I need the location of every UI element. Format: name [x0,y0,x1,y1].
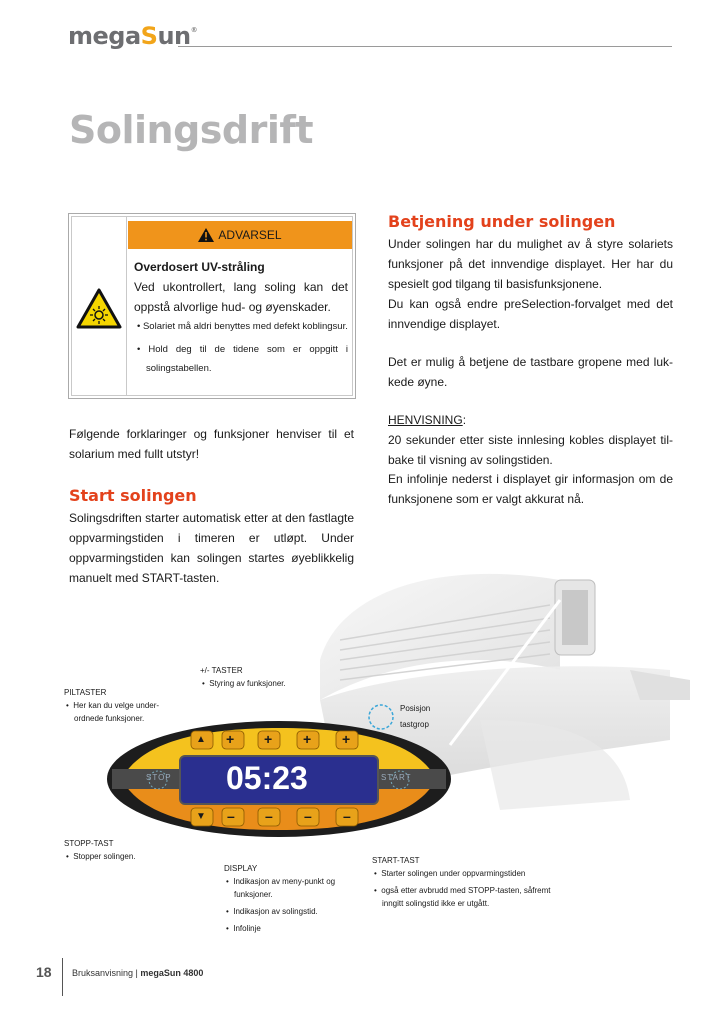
page-number: 18 [36,964,52,980]
warning-heading: Overdosert UV-stråling [134,260,265,274]
warning-icon-cell [72,217,127,395]
footer-text: Bruksanvisning | megaSun 4800 [72,968,204,978]
header-rule [178,46,672,47]
operation-para-2: Du kan også endre preSelection-forvalget med det innvendige displayet. [388,297,673,331]
note-text-1: 20 sekunder etter siste innlesing kobles displayet tilbake til visning av solingstiden. [388,433,673,467]
plus-button[interactable]: + [303,731,312,747]
footer-rule [62,958,63,996]
warning-bullet: • Hold deg til de tidene som er oppgitt i solingstabellen. [137,344,349,374]
minus-button[interactable]: – [265,808,273,824]
plus-button[interactable]: + [226,731,235,747]
note-text-2: En infolinje nederst i displayet gir informasjon om de funksjonene som er valgt akkurat nå. [388,472,673,506]
plus-button[interactable]: + [264,731,273,747]
minus-button[interactable]: – [343,808,351,824]
page-title: Solingsdrift [69,108,314,152]
warning-box [68,213,356,399]
callout-arrows: PILTASTER • Her kan du velge underordnede funksjoner. [64,688,160,723]
start-section-heading: Start solingen [69,486,197,505]
uv-radiation-icon [75,287,123,331]
down-arrow-button[interactable]: ▼ [196,811,206,822]
callout-start: START-TAST • Starter solingen under oppvarmingstiden • også etter avbrudd med STOPP-tasten, såfremt inngitt solingstid ikke er utgått. [372,856,551,908]
up-arrow-button[interactable]: ▲ [196,734,206,745]
start-button[interactable]: START [381,773,412,782]
megasun-logo: megaSun® [68,22,198,50]
intro-text: Følgende forklaringer og funksjoner henviser til et solarium med fullt utstyr! [69,427,354,461]
display-time: 05:23 [226,760,308,796]
warning-header [128,221,352,249]
operation-section-heading: Betjening under solingen [388,212,616,231]
callout-stop: STOPP-TAST • Stopper solingen. [64,839,136,861]
callout-position: Posisjon tastgrop [400,704,431,729]
operation-para-3: Det er mulig å betjene de tastbare gropene med lukkede øyne. [388,355,673,389]
start-section-text: Solingsdriften starter automatisk etter at den fastlagte oppvarmingstiden i timeren er utløpt. Under oppvarmingstiden kan solingen startes øyeblikkelig manuelt med START-tasten. [69,511,354,585]
warning-label: ADVARSEL [218,228,282,242]
note-label: HENVISNING: [388,413,467,427]
operation-para-1: Under solingen har du mulighet av å styre solariets funksjoner på det innvendige displayet. Her har du spesielt god tilgang til basisfunksjonene. [388,237,673,291]
warning-text: Ved ukontrollert, lang soling kan det oppstå alvorlige hud- og øyenskader. [134,280,348,314]
minus-button[interactable]: – [227,808,235,824]
minus-button[interactable]: – [304,808,312,824]
callout-display: DISPLAY • Indikasjon av meny-punkt og funksjoner. • Indikasjon av solingstid. • Infolinje [224,864,336,933]
callout-plus-minus: +/- TASTER • Styring av funksjoner. [200,666,286,688]
plus-button[interactable]: + [342,731,351,747]
warning-bullet: • Solariet må aldri benyttes med defekt koblingsur. [137,321,348,332]
position-marker-icon [366,702,396,732]
stop-button[interactable]: STOP [146,773,172,782]
warning-triangle-icon [198,228,214,242]
